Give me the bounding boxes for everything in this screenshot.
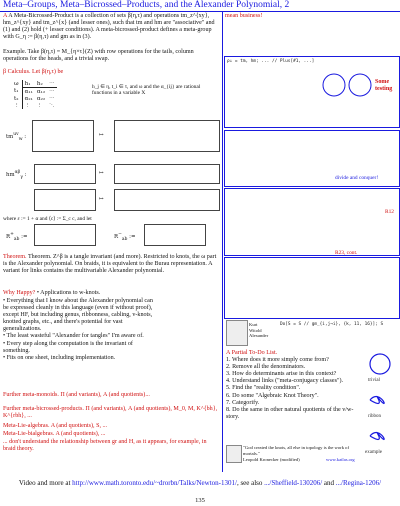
knot-figures xyxy=(362,350,398,460)
code-line-1: ρ↓ = tm, hm; ... // Plus[#1, ...] xyxy=(227,59,315,64)
page-number: 135 xyxy=(195,497,205,504)
code-block-2 xyxy=(224,130,400,187)
title-bar xyxy=(0,0,400,12)
bottom-links: Video and more at http://www.math.toronto.edu/~drorbn/Talks/Newton-1301/, see also .../Sheffield-130206/ and .../Regina-1206/ xyxy=(18,479,382,487)
alexander-portrait xyxy=(226,320,248,346)
kronecker-portrait xyxy=(226,445,242,463)
further-meta-bicrossed: Further meta-bicrossed-products. Π (and variants), A (and quotients), M_0, M, K^{bh}, K^{rbh}, ... xyxy=(3,406,218,420)
r23-table xyxy=(224,250,400,319)
further-meta-monoids: Further meta-monoids. Π (and variants), A (and quotients)... xyxy=(3,392,150,398)
kronecker-quote: "God created the knots, all else in topology is the work of mortals." xyxy=(243,445,349,456)
some-testing-label: Some testing xyxy=(375,79,393,93)
beta-def-text: h_j ∈ η, t_i ∈ τ, and ω and the α_{ij} are rational functions in a variable X xyxy=(92,84,201,97)
sheffield-link[interactable]: .../Sheffield-130206/ xyxy=(264,479,323,487)
tm-hm-formula: ↦ xyxy=(4,189,218,213)
mean-business-note: mean business! xyxy=(225,13,263,19)
divide-conquer-label: divide and conquer! xyxy=(335,175,379,181)
where-text: where ε := 1 + α and ⟨c⟩ := Σ_c c, and let xyxy=(3,216,92,222)
beta-calculus-label: β Calculus. Let β(η,τ) be xyxy=(3,69,64,75)
meta-lie-bialgebras: Meta-Lie-bialgebras. A (and quotients), ... xyxy=(3,431,106,437)
regina-link[interactable]: .../Regina-1206/ xyxy=(335,479,382,487)
meta-bicrossed-definition: A A Meta-Bicrossed-Product is a collection of sets β(η,τ) and operations tm_z^{xy}, hm_z^{xy} and tm_z^{x} (and lesser ones), such that tm and hm are "associative" and (1) and (2) hold (+ lesser conditions). A meta-bicrossed-product defines a meta-group with G_η := β(η,τ) and gm as in (3). xyxy=(3,13,215,41)
r12-table xyxy=(224,188,400,256)
do-loop-code: Do[S = S // gm_{i,j→i}, {k, 11, 16}]; S xyxy=(280,322,384,327)
r23-label: R23, cont. xyxy=(335,250,358,256)
meta-lie-algebras: Meta-Lie-algebras. A (and quotients), S, ... xyxy=(3,423,108,429)
hm-formula: $hm^{\alpha\beta}_\gamma$ : ↦ xyxy=(4,164,218,186)
portrait-names: Kurt Witold Alexander xyxy=(249,322,269,339)
tangle-diagram xyxy=(320,65,375,105)
fig-label-ribbon: ribbon xyxy=(368,414,382,419)
page-title: Meta–Groups, Meta–Bicrossed–Products, and the Alexander Polynomial, 2 xyxy=(3,0,290,10)
theorem-paragraph: Theorem. Theorem. Z^β is a tangle invariant (and more). Restricted to knots, the ω part is the Alexander polynomial. On braids, it is equivalent to the Burau representation. A variant for links contains the multivariable Alexander polynomial. xyxy=(3,254,217,275)
column-divider xyxy=(222,11,223,472)
todo-list: A Partial To-Do List. 1. Where does it more simply come from? 2. Remove all the denominators. 3. How do determinants arise in this context? 4. Understand links ("meta-conjugacy classes"). 5. Find the "reality condition". 6. Do some "Algebraic Knot Theory". 7. Categorify. 8. Do the same in other natural quotients of the v/w-story. xyxy=(226,350,354,420)
code-block-1 xyxy=(224,56,400,128)
fig-label-example: example xyxy=(365,450,382,455)
r12-label: R12 xyxy=(385,209,394,215)
lie-relationship-note: ... don't understand the relationship between gr and H, as it appears, for example, in braid theory. xyxy=(3,439,207,453)
fig-label-trivial: trivial xyxy=(368,378,380,383)
katlas-site: www.katlas.org xyxy=(326,457,355,462)
video-link[interactable]: http://www.math.toronto.edu/~drorbn/Talks/Newton-1301/ xyxy=(72,479,237,487)
why-happy-bullets: • Everything that I know about the Alexander polynomial can be expressed cleanly in this language (even if without proof), except HF, but including genus, ribbonness, cabling, v-knots, knotted graphs, etc., and there's potential for vast generalizations. • The least wasteful "Alexander for tangles" I'm aware of. • Every step along the computation is the invariant of something. • Fits on one sheet, including implementation. xyxy=(3,298,153,361)
beta-matrix: ω h₁ h₂ ⋯ t₁ α₁₁ α₁₂ ⋯ t₂ α₂₁ α₂₂ ⋯ ⋮ ⋮ ⋮ ⋱ xyxy=(14,80,55,109)
r-matrices: $R^+_{ab}$ := $R^-_{ab}$ := xyxy=(4,224,218,248)
why-happy-heading: Why Happy? • Applications to w-knots. xyxy=(3,290,101,296)
example-paragraph: Example. Take β(η,τ) = M_{η×τ}(Z) with row operations for the tails, column operations for the heads, and a trivial swap. xyxy=(3,49,194,63)
quote-attribution: Leopold Kronecker (modified) xyxy=(243,457,300,462)
tm-formula: $tm^{uv}_w$ : ↦ xyxy=(4,118,218,160)
